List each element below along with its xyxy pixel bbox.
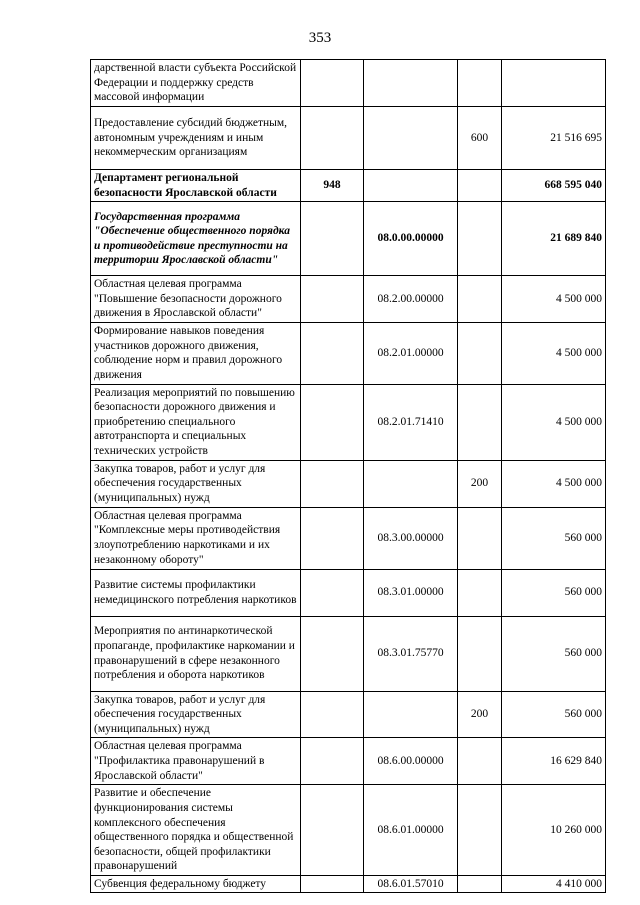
row-name-cell: Субвенция федеральному бюджету [91,875,301,893]
row-department-code-cell [301,384,364,460]
row-target-article-cell: 08.3.00.00000 [364,507,458,569]
row-expense-type-cell: 200 [458,691,502,738]
row-department-code-cell: 948 [301,170,364,202]
row-name-cell: Закупка товаров, работ и услуг для обеспечения государственных (муниципальных) нужд [91,691,301,738]
row-expense-type-cell [458,170,502,202]
table-row [91,60,606,107]
table-row [91,738,606,785]
row-name-cell: Областная целевая программа "Комплексные меры противодействия злоупотреблению наркотиками и их незаконному обороту" [91,507,301,569]
row-expense-type-cell [458,384,502,460]
budget-table [90,59,606,893]
row-department-code-cell [301,323,364,384]
row-amount-cell [502,60,606,107]
row-name-cell: Развитие и обеспечение функционирования системы комплексного обеспечения общественного порядка и общественной безопасности, общей профилактики правонарушений [91,785,301,876]
row-target-article-cell: 08.2.01.00000 [364,323,458,384]
row-department-code-cell [301,460,364,507]
row-name-cell: Развитие системы профилактики немедицинского потребления наркотиков [91,569,301,616]
row-target-article-cell: 08.0.00.00000 [364,202,458,276]
row-amount-cell: 21 689 840 [502,202,606,276]
row-amount-cell: 4 500 000 [502,460,606,507]
row-name-cell: Реализация мероприятий по повышению безопасности дорожного движения и приобретению специального автотранспорта и специальных технических устройств [91,384,301,460]
row-expense-type-cell [458,569,502,616]
table-row [91,323,606,384]
row-name-cell: Мероприятия по антинаркотической пропаганде, профилактике наркомании и правонарушений в сфере незаконного потребления и оборота наркотиков [91,616,301,691]
row-amount-cell: 16 629 840 [502,738,606,785]
table-row [91,785,606,876]
row-expense-type-cell: 600 [458,107,502,170]
row-name-cell: дарственной власти субъекта Российской Федерации и поддержку средств массовой информации [91,60,301,107]
row-amount-cell: 560 000 [502,616,606,691]
table-row [91,507,606,569]
row-name-cell: Предоставление субсидий бюджетным, автономным учреждениям и иным некоммерческим организациям [91,107,301,170]
row-target-article-cell: 08.3.01.75770 [364,616,458,691]
row-department-code-cell [301,738,364,785]
row-target-article-cell: 08.2.01.71410 [364,384,458,460]
row-expense-type-cell [458,785,502,876]
row-expense-type-cell [458,202,502,276]
row-amount-cell: 560 000 [502,569,606,616]
row-expense-type-cell [458,276,502,323]
row-name-cell: Формирование навыков поведения участников дорожного движения, соблюдение норм и правил дорожного движения [91,323,301,384]
table-row [91,569,606,616]
row-amount-cell: 668 595 040 [502,170,606,202]
row-expense-type-cell: 200 [458,460,502,507]
budget-table-body [91,60,606,893]
row-target-article-cell: 08.6.01.00000 [364,785,458,876]
row-target-article-cell [364,691,458,738]
table-row [91,691,606,738]
table-row [91,202,606,276]
row-target-article-cell [364,460,458,507]
table-row [91,384,606,460]
row-department-code-cell [301,507,364,569]
row-target-article-cell [364,170,458,202]
row-amount-cell: 21 516 695 [502,107,606,170]
row-expense-type-cell [458,60,502,107]
row-target-article-cell: 08.6.00.00000 [364,738,458,785]
table-row [91,616,606,691]
row-target-article-cell: 08.3.01.00000 [364,569,458,616]
row-expense-type-cell [458,323,502,384]
row-amount-cell: 4 500 000 [502,276,606,323]
row-department-code-cell [301,107,364,170]
row-name-cell: Закупка товаров, работ и услуг для обеспечения государственных (муниципальных) нужд [91,460,301,507]
row-target-article-cell: 08.2.00.00000 [364,276,458,323]
row-amount-cell: 4 500 000 [502,384,606,460]
table-row [91,276,606,323]
row-amount-cell: 10 260 000 [502,785,606,876]
row-target-article-cell [364,107,458,170]
row-expense-type-cell [458,616,502,691]
row-target-article-cell: 08.6.01.57010 [364,875,458,893]
row-department-code-cell [301,785,364,876]
row-department-code-cell [301,276,364,323]
row-department-code-cell [301,60,364,107]
row-expense-type-cell [458,507,502,569]
row-name-cell: Департамент региональной безопасности Ярославской области [91,170,301,202]
row-name-cell: Областная целевая программа "Профилактика правонарушений в Ярославской области" [91,738,301,785]
row-name-cell: Областная целевая программа "Повышение безопасности дорожного движения в Ярославской области" [91,276,301,323]
row-target-article-cell [364,60,458,107]
table-row [91,460,606,507]
row-department-code-cell [301,569,364,616]
row-name-cell: Государственная программа "Обеспечение общественного порядка и противодействие преступности на территории Ярославской области" [91,202,301,276]
row-department-code-cell [301,616,364,691]
row-department-code-cell [301,202,364,276]
row-amount-cell: 4 500 000 [502,323,606,384]
row-amount-cell: 4 410 000 [502,875,606,893]
row-expense-type-cell [458,738,502,785]
row-expense-type-cell [458,875,502,893]
row-amount-cell: 560 000 [502,691,606,738]
row-amount-cell: 560 000 [502,507,606,569]
table-row [91,107,606,170]
page-number: 353 [308,30,332,46]
row-department-code-cell [301,691,364,738]
row-department-code-cell [301,875,364,893]
table-row [91,875,606,893]
table-row [91,170,606,202]
